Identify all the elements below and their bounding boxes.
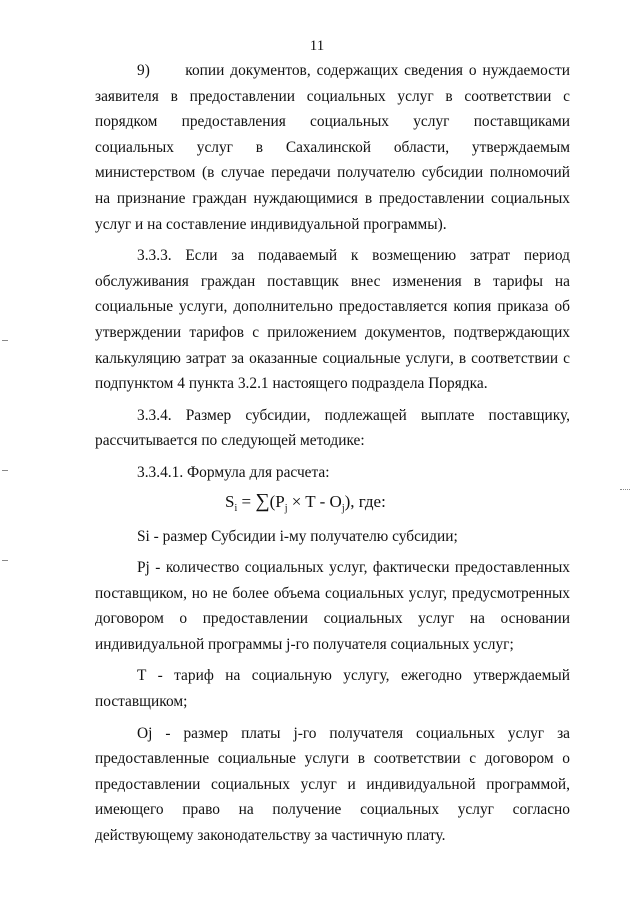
formula-p-sub: j (284, 502, 288, 514)
paragraph-item-9: 9) копии документов, содержащих сведения о нуждаемости заявителя в предоставлении социальных услуг в соответствии с порядком предоставления социальных услуг поставщиками социальных услуг в Сахалинской области, утверждаемым министерством (в случае передачи получателю субсидии полномочий на признание граждан нуждающимися в предоставлении социальных услуг и на составление индивидуальной программы). (95, 62, 570, 233)
scan-mark (2, 560, 8, 561)
paragraph-3-3-3: 3.3.3. Если за подаваемый к возмещению затрат период обслуживания граждан поставщик внес изменения в тарифы на социальные услуги, дополнительно предоставляется копия приказа об утверждении тарифов с приложением документов, подтверждающих калькуляцию затрат за оказанные социальные услуги, в соответствии с подпунктом 4 пункта 3.2.1 настоящего подраздела Порядка. (95, 247, 570, 393)
scan-mark (2, 340, 8, 341)
formula-o-sub: j (341, 502, 345, 514)
definition-oj: Oj - размер платы j-го получателя социальных услуг за предоставленные социальные услуги в соответствии с договором о предоставлении социальных услуг и индивидуальной программой, имеющего право на получение социальных услуг согласно действующему законодательству за частичную плату. (95, 724, 570, 845)
definition-t: T - тариф на социальную услугу, ежегодно утверждаемый поставщиком; (95, 667, 570, 711)
formula-mid: × T - O (287, 491, 342, 511)
sum-symbol: ∑ (255, 489, 270, 512)
formula (95, 486, 570, 524)
document-body (95, 58, 570, 849)
formula-close: ), где: (344, 491, 386, 511)
paragraph-3-3-4-1: 3.3.4.1. Формула для расчета: (137, 463, 330, 481)
scan-right-mark (620, 489, 630, 492)
paragraph-3-3-4: 3.3.4. Размер субсидии, подлежащей выплате поставщику, рассчитывается по следующей методике: (95, 406, 570, 450)
formula-open: (P (269, 491, 285, 511)
scan-mark (2, 470, 8, 471)
scan-margin-marks (0, 0, 12, 904)
formula-eq: = (237, 491, 256, 511)
page-number: 11 (309, 38, 325, 54)
definition-si: Si - размер Субсидии i-му получателю субсидии; (137, 527, 458, 545)
definition-pj: Pj - количество социальных услуг, фактически предоставленных поставщиком, но не более объема социальных услуг, предусмотренных договором о предоставлении социальных услуг на основании индивидуальной программы j-го получателя социальных услуг; (95, 559, 570, 653)
formula-s-sub: i (234, 502, 238, 514)
formula-s: S (225, 491, 235, 511)
